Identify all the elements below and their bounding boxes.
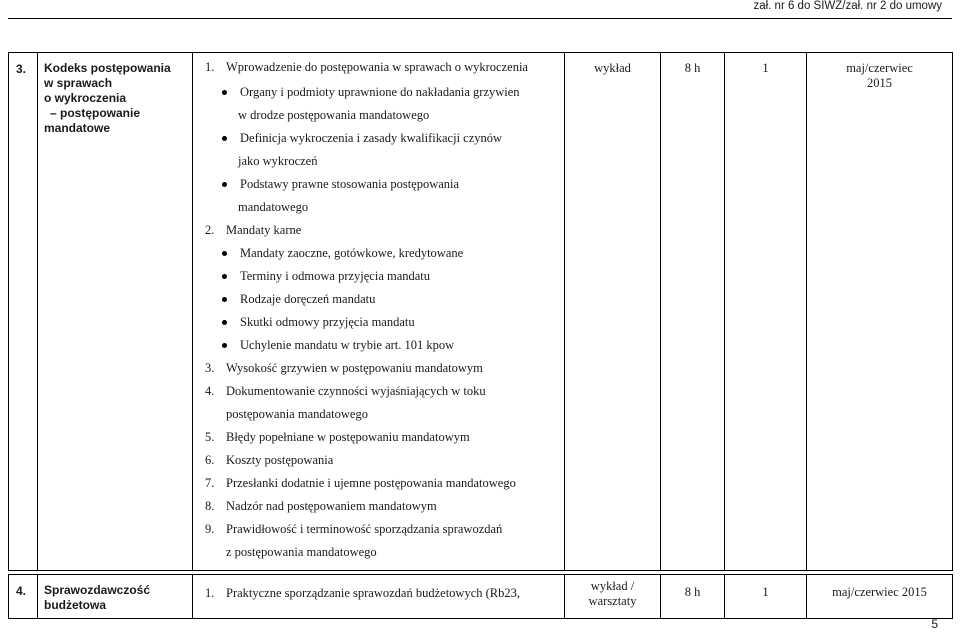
term-line: 2015 — [867, 76, 892, 90]
bullet-dot-icon — [222, 90, 227, 95]
subject-line: Kodeks postępowania — [44, 61, 171, 75]
item-continuation: mandatowego — [238, 200, 309, 214]
subject-line: budżetowa — [44, 598, 106, 612]
numbered-item — [205, 219, 564, 242]
item-text: Dokumentowanie czynności wyjaśniających w toku — [226, 384, 486, 398]
form-text: wykład / — [590, 579, 635, 593]
bullet-item — [205, 242, 564, 265]
term-line: maj/czerwiec — [846, 61, 913, 75]
item-number: 1. — [205, 586, 215, 600]
header-divider — [8, 18, 952, 19]
item-number: 8. — [205, 499, 215, 513]
bullet-dot-icon — [222, 297, 227, 302]
content-cell — [193, 575, 565, 619]
item-number: 6. — [205, 453, 215, 467]
groups-cell: 1 — [725, 575, 807, 619]
form-cell — [565, 575, 661, 619]
item-text: Podstawy prawne stosowania postępowania — [240, 177, 460, 191]
item-text: Wprowadzenie do postępowania w sprawach o wykroczenia — [226, 60, 528, 74]
subject-cell — [38, 53, 193, 571]
training-table-row-3 — [8, 52, 953, 571]
form-text: warsztaty — [588, 594, 637, 608]
item-text: Nadzór nad postępowaniem mandatowym — [226, 499, 437, 513]
numbered-item — [205, 59, 564, 81]
item-continuation: w drodze postępowania mandatowego — [238, 108, 430, 122]
form-cell — [565, 53, 661, 571]
item-text: Skutki odmowy przyjęcia mandatu — [240, 315, 415, 329]
bullet-item — [205, 127, 564, 150]
subject-line: Sprawozdawczość — [44, 583, 151, 597]
subject-line: w sprawach — [44, 76, 113, 90]
bullet-dot-icon — [222, 251, 227, 256]
bullet-dot-icon — [222, 343, 227, 348]
subject-cell — [38, 575, 193, 619]
bullet-dot-icon — [222, 320, 227, 325]
groups-cell: 1 — [725, 53, 807, 571]
item-text: Rodzaje doręczeń mandatu — [240, 292, 376, 306]
item-text: Definicja wykroczenia i zasady kwalifikacji czynów — [240, 131, 503, 145]
term-cell — [807, 53, 953, 571]
bullet-dot-icon — [222, 182, 227, 187]
term-cell — [807, 575, 953, 619]
numbered-item — [205, 380, 564, 403]
bullet-dot-icon — [222, 136, 227, 141]
item-text: Uchylenie mandatu w trybie art. 101 kpow — [240, 338, 455, 352]
table-row — [9, 53, 953, 571]
item-text: Prawidłowość i terminowość sporządzania sprawozdań — [226, 522, 503, 536]
content-cell — [193, 53, 565, 571]
item-number: 4. — [205, 384, 215, 398]
numbered-item — [205, 472, 564, 495]
item-number: 7. — [205, 476, 215, 490]
bullet-item — [205, 81, 564, 104]
numbered-item — [205, 426, 564, 449]
training-table-row-4 — [8, 574, 953, 619]
table-row — [9, 575, 953, 619]
item-text: Praktyczne sporządzanie sprawozdań budżetowych (Rb23, — [226, 586, 520, 600]
numbered-item — [205, 518, 564, 541]
item-number: 5. — [205, 430, 215, 444]
item-text: Terminy i odmowa przyjęcia mandatu — [240, 269, 431, 283]
item-text: Wysokość grzywien w postępowaniu mandatowym — [226, 361, 483, 375]
bullet-item — [205, 311, 564, 334]
numbered-item — [205, 449, 564, 472]
document-header-note: zał. nr 6 do SIWZ/zał. nr 2 do umowy — [753, 0, 942, 12]
subject-line: o wykroczenia — [44, 91, 127, 105]
page-number: 5 — [931, 617, 938, 631]
item-text: Przesłanki dodatnie i ujemne postępowania mandatowego — [226, 476, 516, 490]
bullet-dot-icon — [222, 274, 227, 279]
term-line: maj/czerwiec 2015 — [832, 585, 927, 599]
item-text: Organy i podmioty uprawnione do nakładania grzywien — [240, 85, 520, 99]
item-text: Koszty postępowania — [226, 453, 334, 467]
bullet-item — [205, 173, 564, 196]
row-number: 4. — [9, 575, 38, 619]
subject-line: mandatowe — [44, 121, 111, 135]
row-number: 3. — [9, 53, 38, 571]
bullet-item — [205, 334, 564, 357]
form-text: wykład — [594, 61, 631, 75]
subject-line: – postępowanie — [50, 106, 141, 120]
numbered-item — [205, 495, 564, 518]
numbered-item — [205, 581, 564, 604]
item-continuation: z postępowania mandatowego — [226, 545, 377, 559]
item-number: 9. — [205, 522, 215, 536]
hours-cell: 8 h — [661, 53, 725, 571]
bullet-item — [205, 288, 564, 311]
bullet-item — [205, 265, 564, 288]
item-text: Błędy popełniane w postępowaniu mandatowym — [226, 430, 470, 444]
item-text: Mandaty zaoczne, gotówkowe, kredytowane — [240, 246, 464, 260]
item-continuation: postępowania mandatowego — [226, 407, 368, 421]
item-text: Mandaty karne — [226, 223, 302, 237]
item-number: 2. — [205, 223, 215, 237]
item-continuation: jako wykroczeń — [238, 154, 318, 168]
item-number: 3. — [205, 361, 215, 375]
hours-cell: 8 h — [661, 575, 725, 619]
numbered-item — [205, 357, 564, 380]
item-number: 1. — [205, 60, 215, 74]
